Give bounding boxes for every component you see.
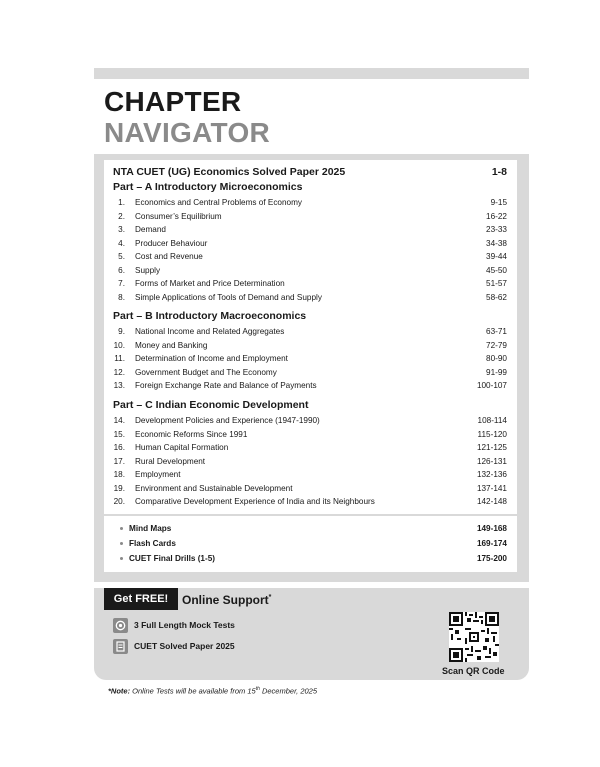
chapter-row[interactable] bbox=[104, 441, 517, 455]
chapter-row[interactable] bbox=[104, 339, 517, 353]
chapter-number: 6. bbox=[118, 265, 125, 275]
chapter-row[interactable] bbox=[104, 325, 517, 339]
chapter-title: Simple Applications of Tools of Demand and Supply bbox=[135, 292, 322, 302]
solved-paper-heading[interactable]: NTA CUET (UG) Economics Solved Paper 2025 bbox=[113, 166, 346, 178]
bonus-pages: 175-200 bbox=[476, 554, 507, 563]
chapter-pages: 121-125 bbox=[476, 443, 507, 452]
chapter-number: 4. bbox=[118, 238, 125, 248]
chapter-number: 14. bbox=[113, 416, 125, 425]
chapter-number: 16. bbox=[113, 443, 125, 452]
chapter-row[interactable] bbox=[104, 196, 517, 210]
chapter-row[interactable] bbox=[104, 223, 517, 237]
chapter-pages: 39-44 bbox=[486, 252, 507, 261]
chapter-title: National Income and Related Aggregates bbox=[135, 327, 285, 336]
chapter-row[interactable] bbox=[104, 366, 517, 380]
chapter-pages: 58-62 bbox=[486, 292, 507, 302]
online-support-label: Online Support bbox=[182, 593, 269, 607]
chapter-row[interactable] bbox=[104, 482, 517, 496]
chapter-title: Consumer’s Equilibrium bbox=[135, 211, 222, 221]
chapter-pages: 91-99 bbox=[486, 367, 507, 377]
qr-code[interactable] bbox=[449, 612, 499, 662]
chapter-row[interactable] bbox=[104, 428, 517, 442]
footnote bbox=[108, 686, 317, 696]
chapter-pages: 63-71 bbox=[486, 327, 507, 336]
mock-tests-label: 3 Full Length Mock Tests bbox=[134, 620, 235, 630]
chapter-row[interactable] bbox=[104, 291, 517, 305]
chapter-row[interactable] bbox=[104, 468, 517, 482]
bonus-pages: 169-174 bbox=[476, 539, 507, 548]
chapter-pages: 23-33 bbox=[486, 225, 507, 234]
chapter-number: 1. bbox=[118, 198, 125, 207]
chapter-title: Economics and Central Problems of Economy bbox=[135, 198, 303, 207]
title-chapter: CHAPTER bbox=[104, 86, 242, 117]
chapter-number: 18. bbox=[113, 470, 125, 479]
chapter-pages: 80-90 bbox=[486, 354, 507, 363]
chapter-row[interactable] bbox=[104, 237, 517, 251]
chapter-row[interactable] bbox=[104, 455, 517, 469]
chapter-pages: 137-141 bbox=[476, 483, 507, 493]
solved-paper-icon bbox=[113, 639, 128, 654]
chapter-title: Foreign Exchange Rate and Balance of Payments bbox=[135, 381, 317, 390]
chapter-pages: 9-15 bbox=[490, 198, 507, 207]
footnote-prefix: *Note: bbox=[108, 686, 131, 696]
part-b-heading: Part – B Introductory Macroeconomics bbox=[113, 310, 307, 322]
footnote-sup: th bbox=[255, 686, 260, 692]
chapter-pages: 142-148 bbox=[476, 497, 507, 506]
chapter-number: 7. bbox=[118, 279, 125, 288]
chapter-row[interactable] bbox=[104, 414, 517, 428]
part-a-heading: Part – A Introductory Microeconomics bbox=[113, 181, 303, 193]
get-free-badge: Get FREE! bbox=[104, 588, 178, 610]
chapter-row[interactable] bbox=[104, 495, 517, 509]
chapter-title: Forms of Market and Price Determination bbox=[135, 279, 285, 288]
top-decor-bar bbox=[94, 68, 529, 79]
chapter-number: 20. bbox=[113, 497, 125, 506]
bonus-row[interactable] bbox=[104, 537, 517, 551]
chapter-title: Employment bbox=[135, 470, 181, 479]
bonus-title: CUET Final Drills (1-5) bbox=[129, 554, 215, 563]
chapter-number: 5. bbox=[118, 252, 125, 261]
chapter-title: Supply bbox=[135, 265, 161, 275]
bonus-title: Flash Cards bbox=[129, 539, 176, 548]
bonus-title: Mind Maps bbox=[129, 524, 172, 533]
chapter-number: 11. bbox=[114, 354, 125, 363]
solved-paper-label: CUET Solved Paper 2025 bbox=[134, 641, 235, 651]
chapter-title: Government Budget and The Economy bbox=[135, 367, 277, 377]
title-navigator: NAVIGATOR bbox=[104, 117, 271, 148]
chapter-row[interactable] bbox=[104, 379, 517, 393]
chapter-number: 12. bbox=[113, 367, 125, 377]
mock-test-icon bbox=[113, 618, 128, 633]
solved-paper-pages: 1-8 bbox=[491, 166, 507, 178]
bonus-card bbox=[104, 516, 517, 572]
scan-qr-label: Scan QR Code bbox=[442, 666, 505, 676]
chapter-title: Money and Banking bbox=[135, 340, 208, 350]
bullet-icon bbox=[120, 557, 123, 560]
chapter-number: 17. bbox=[113, 456, 125, 466]
chapter-pages: 16-22 bbox=[486, 211, 507, 221]
chapter-number: 19. bbox=[113, 483, 125, 493]
bullet-icon bbox=[120, 527, 123, 530]
chapter-row[interactable] bbox=[104, 277, 517, 291]
online-support-title bbox=[182, 593, 271, 607]
chapter-row[interactable] bbox=[104, 352, 517, 366]
chapter-pages: 108-114 bbox=[477, 416, 507, 425]
chapter-title: Cost and Revenue bbox=[135, 252, 203, 261]
footnote-mark: * bbox=[268, 594, 272, 601]
chapter-row[interactable] bbox=[104, 250, 517, 264]
chapter-pages: 45-50 bbox=[486, 265, 507, 275]
footnote-text: Online Tests will be available from 15 bbox=[130, 686, 256, 696]
chapter-pages: 51-57 bbox=[486, 279, 507, 288]
chapter-number: 3. bbox=[118, 225, 125, 234]
chapter-title: Producer Behaviour bbox=[135, 238, 208, 248]
chapter-title: Development Policies and Experience (1947-1990) bbox=[135, 416, 320, 425]
contents-card bbox=[104, 160, 517, 514]
chapter-number: 8. bbox=[118, 292, 125, 302]
chapter-title: Economic Reforms Since 1991 bbox=[135, 429, 248, 439]
chapter-title: Determination of Income and Employment bbox=[135, 354, 288, 363]
chapter-pages: 132-136 bbox=[476, 470, 507, 479]
bonus-row[interactable] bbox=[104, 552, 517, 566]
chapter-number: 10. bbox=[113, 340, 125, 350]
chapter-title: Human Capital Formation bbox=[135, 443, 229, 452]
bullet-icon bbox=[120, 542, 123, 545]
chapter-pages: 115-120 bbox=[477, 429, 507, 439]
chapter-title: Environment and Sustainable Development bbox=[135, 483, 293, 493]
chapter-number: 2. bbox=[118, 211, 125, 221]
chapter-title: Rural Development bbox=[135, 456, 206, 466]
bonus-pages: 149-168 bbox=[476, 524, 507, 533]
part-c-heading: Part – C Indian Economic Development bbox=[113, 399, 309, 411]
chapter-pages: 72-79 bbox=[486, 340, 507, 350]
chapter-row[interactable] bbox=[104, 210, 517, 224]
chapter-title: Demand bbox=[135, 225, 166, 234]
chapter-pages: 126-131 bbox=[476, 456, 507, 466]
bonus-row[interactable] bbox=[104, 522, 517, 536]
chapter-number: 13. bbox=[113, 381, 125, 390]
chapter-pages: 100-107 bbox=[476, 381, 507, 390]
chapter-pages: 34-38 bbox=[486, 238, 507, 248]
chapter-number: 9. bbox=[118, 327, 125, 336]
chapter-number: 15. bbox=[113, 429, 125, 439]
footnote-text-end: December, 2025 bbox=[259, 686, 318, 696]
chapter-row[interactable] bbox=[104, 264, 517, 278]
chapter-title: Comparative Development Experience of India and its Neighbours bbox=[135, 497, 375, 506]
